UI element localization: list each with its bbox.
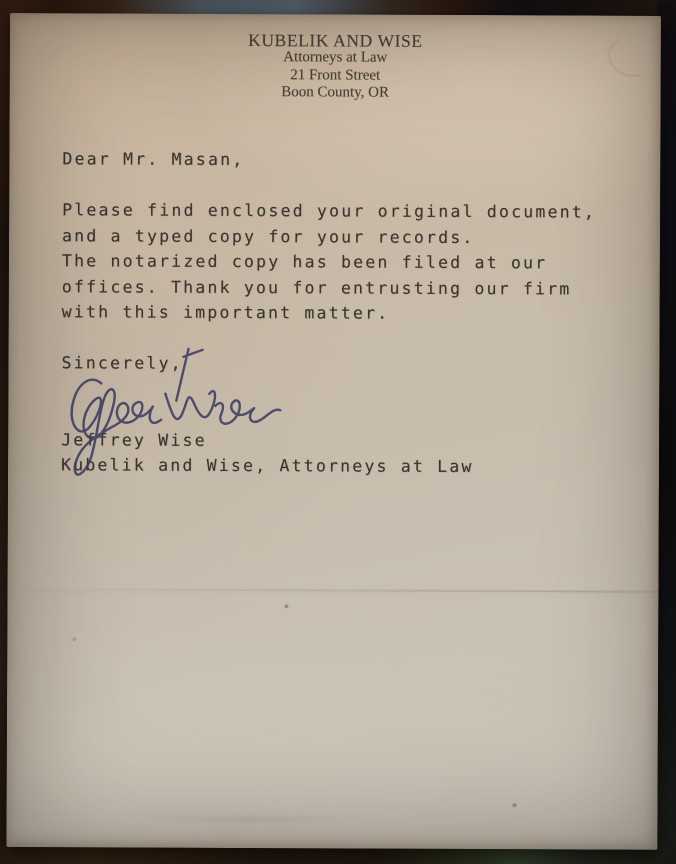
letter-body [61,146,596,480]
paper-dust-specks [10,13,12,15]
body-line: and a typed copy for your records. [61,225,475,247]
blank-line [61,376,595,404]
letter-sheet [6,13,661,850]
letterhead-address-line2: Boon County, OR [281,84,390,101]
typed-firm-line: Kubelik and Wise, Attorneys at Law [60,455,474,477]
letterhead [10,30,661,103]
greeting-line: Dear Mr. Masan, [62,149,245,170]
typed-signature-name: Jeffrey Wise [61,429,207,450]
letterhead-firm-name: KUBELIK AND WISE [248,30,423,51]
body-line: The notarized copy has been filed at our [61,251,548,273]
blank-line [61,401,595,429]
body-line: with this important matter. [61,302,390,323]
body-line: Please find enclosed your original document, [62,200,597,222]
closing-line: Sincerely, [61,353,183,373]
blank-line [62,325,596,353]
blank-line [62,172,596,200]
body-line: offices. Thank you for entrusting our firm [61,276,572,298]
paper-smudge [126,814,366,825]
letterhead-subtitle: Attorneys at Law [283,49,388,66]
letterhead-address-line1: 21 Front Street [290,66,381,84]
paper-fold-crease [7,588,658,593]
